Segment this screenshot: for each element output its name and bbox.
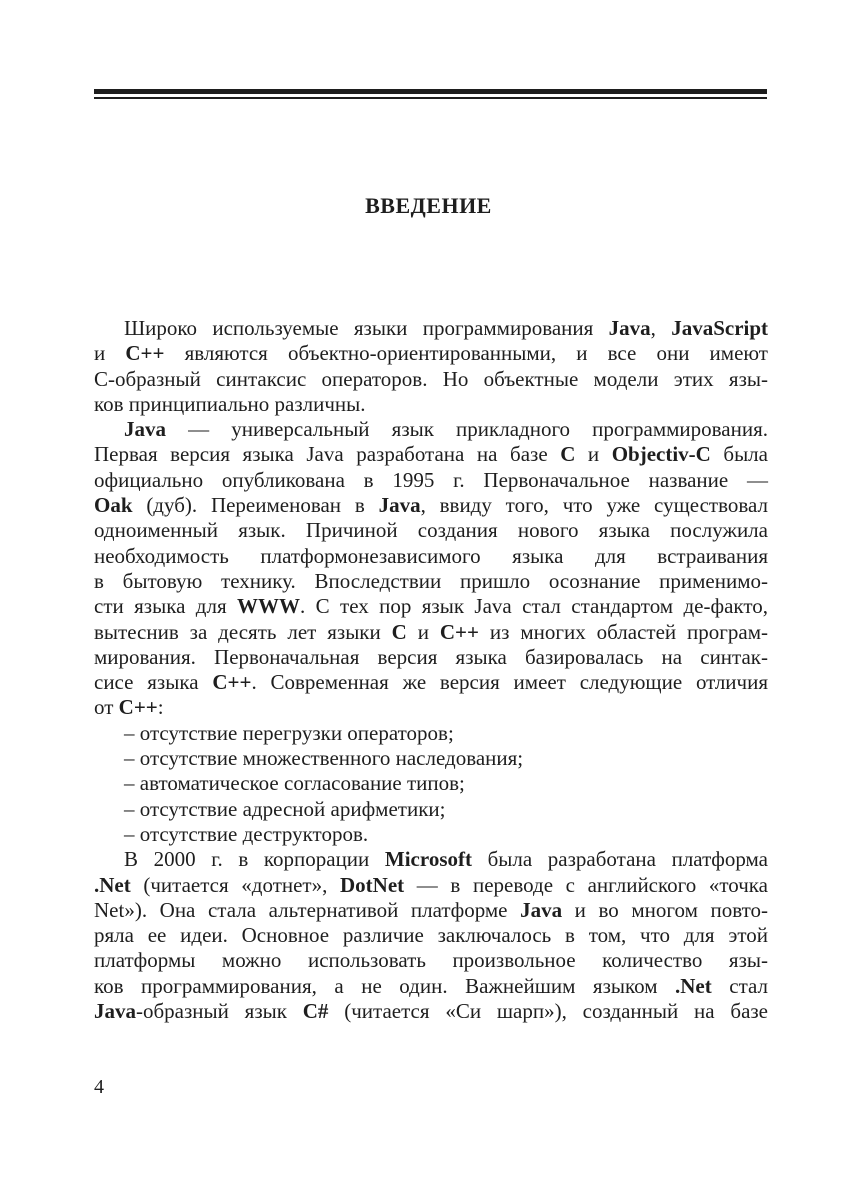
text-line: [94, 544, 768, 569]
text-run: являются объектно-ориентированными, и все они имеют: [164, 341, 768, 366]
text-line: [94, 316, 768, 341]
text-line: [94, 746, 768, 771]
text-run: сти языка для: [94, 594, 237, 619]
body-text: [94, 316, 768, 1024]
text-run: официально опубликована в 1995 г. Первоначальное название —: [94, 467, 768, 492]
text-run: необходимость платформонезависимого языка для встраивания: [94, 543, 768, 568]
text-line: [94, 620, 768, 645]
text-line: [94, 873, 768, 898]
text-run: – отсутствие адресной арифметики;: [124, 796, 446, 821]
text-run: – отсутствие перегрузки операторов;: [124, 720, 454, 745]
text-run: и: [94, 341, 126, 366]
text-run: Первая версия языка Java разработана на базе: [94, 442, 561, 467]
bold-term: Objectiv-C: [611, 442, 711, 467]
text-run: вытеснив за десять лет языки: [94, 619, 392, 644]
bold-term: Java: [94, 999, 136, 1024]
text-run: и: [575, 442, 612, 467]
text-run: – отсутствие деструкторов.: [124, 821, 369, 846]
text-run: и: [406, 619, 440, 644]
bold-term: C++: [118, 695, 158, 720]
text-run: платформы можно использовать произвольное количество язы-: [94, 948, 768, 973]
bold-term: C++: [125, 341, 165, 366]
bold-term: Microsoft: [384, 847, 472, 872]
text-run: . Современная же версия имеет следующие отличия: [251, 670, 768, 695]
bold-term: JavaScript: [671, 316, 769, 340]
text-run: С-образный синтаксис операторов. Но объектные модели этих язы-: [94, 366, 768, 391]
text-run: , ввиду того, что уже существовал: [420, 493, 768, 518]
text-line: [94, 822, 768, 847]
text-run: :: [157, 695, 164, 720]
text-run: — в переводе с английского «точка: [404, 872, 768, 897]
text-run: – автоматическое согласование типов;: [124, 771, 465, 796]
text-line: [94, 670, 768, 695]
text-run: -образный язык: [136, 999, 303, 1024]
text-line: [94, 442, 768, 467]
text-run: — универсальный язык прикладного программирования.: [166, 417, 768, 442]
text-line: [94, 341, 768, 366]
text-line: [94, 417, 768, 442]
text-line: [94, 721, 768, 746]
text-line: [94, 898, 768, 923]
bold-term: WWW: [237, 594, 300, 619]
text-line: [94, 948, 768, 973]
text-line: [94, 367, 768, 392]
bold-term: .Net: [94, 872, 131, 897]
bold-term: Java: [608, 316, 651, 340]
text-line: [94, 974, 768, 999]
text-run: (читается «Си шарп»), созданный на базе: [328, 999, 769, 1024]
text-run: . С тех пор язык Java стал стандартом де-факто,: [300, 594, 768, 619]
text-run: ков принципиально различны.: [94, 391, 366, 416]
text-line: [94, 594, 768, 619]
text-run: В 2000 г. в корпорации: [124, 847, 385, 872]
text-run: ,: [650, 316, 672, 340]
text-run: и во многом повто-: [562, 897, 769, 922]
text-line: [94, 923, 768, 948]
text-run: одноименный язык. Причиной создания нового языка послужила: [94, 518, 768, 543]
text-run: ряла ее идеи. Основное различие заключалось в том, что для этой: [94, 923, 768, 948]
bold-term: C: [391, 619, 407, 644]
page-number: 4: [94, 1076, 104, 1098]
text-run: была разработана платформа: [471, 847, 769, 872]
bold-term: DotNet: [340, 872, 405, 897]
text-run: из многих областей програм-: [479, 619, 769, 644]
text-run: Широко используемые языки программирования: [124, 316, 609, 340]
text-run: в бытовую технику. Впоследствии пришло осознание применимо-: [94, 568, 768, 593]
text-line: [94, 518, 768, 543]
text-run: Net»). Она стала альтернативой платформе: [94, 897, 521, 922]
text-run: сисе языка: [94, 670, 213, 695]
header-rule-thick: [94, 89, 767, 94]
text-run: от: [94, 695, 119, 720]
text-run: мирования. Первоначальная версия языка базировалась на синтак-: [94, 644, 768, 669]
text-run: стал: [711, 973, 768, 998]
bold-term: Java: [378, 493, 421, 518]
text-line: [94, 645, 768, 670]
text-run: – отсутствие множественного наследования;: [124, 746, 524, 771]
text-run: была: [710, 442, 768, 467]
bold-term: C++: [439, 619, 479, 644]
text-line: [94, 493, 768, 518]
bold-term: Java: [520, 897, 563, 922]
text-run: (читается «дотнет»,: [130, 872, 340, 897]
text-line: [94, 392, 768, 417]
text-run: (дуб). Переименован в: [132, 493, 379, 518]
bold-term: Oak: [94, 493, 133, 518]
text-line: [94, 468, 768, 493]
text-line: [94, 847, 768, 872]
text-line: [94, 569, 768, 594]
text-line: [94, 999, 768, 1024]
bold-term: C++: [212, 670, 252, 695]
bold-term: C#: [302, 999, 329, 1024]
text-line: [94, 797, 768, 822]
text-line: [94, 771, 768, 796]
bold-term: Java: [124, 417, 166, 442]
bold-term: .Net: [675, 973, 712, 998]
chapter-title: ВВЕДЕНИЕ: [365, 193, 492, 218]
bold-term: C: [560, 442, 576, 467]
header-rule-thin: [94, 97, 767, 99]
text-run: ков программирования, а не один. Важнейшим языком: [94, 973, 676, 998]
text-line: [94, 695, 768, 720]
